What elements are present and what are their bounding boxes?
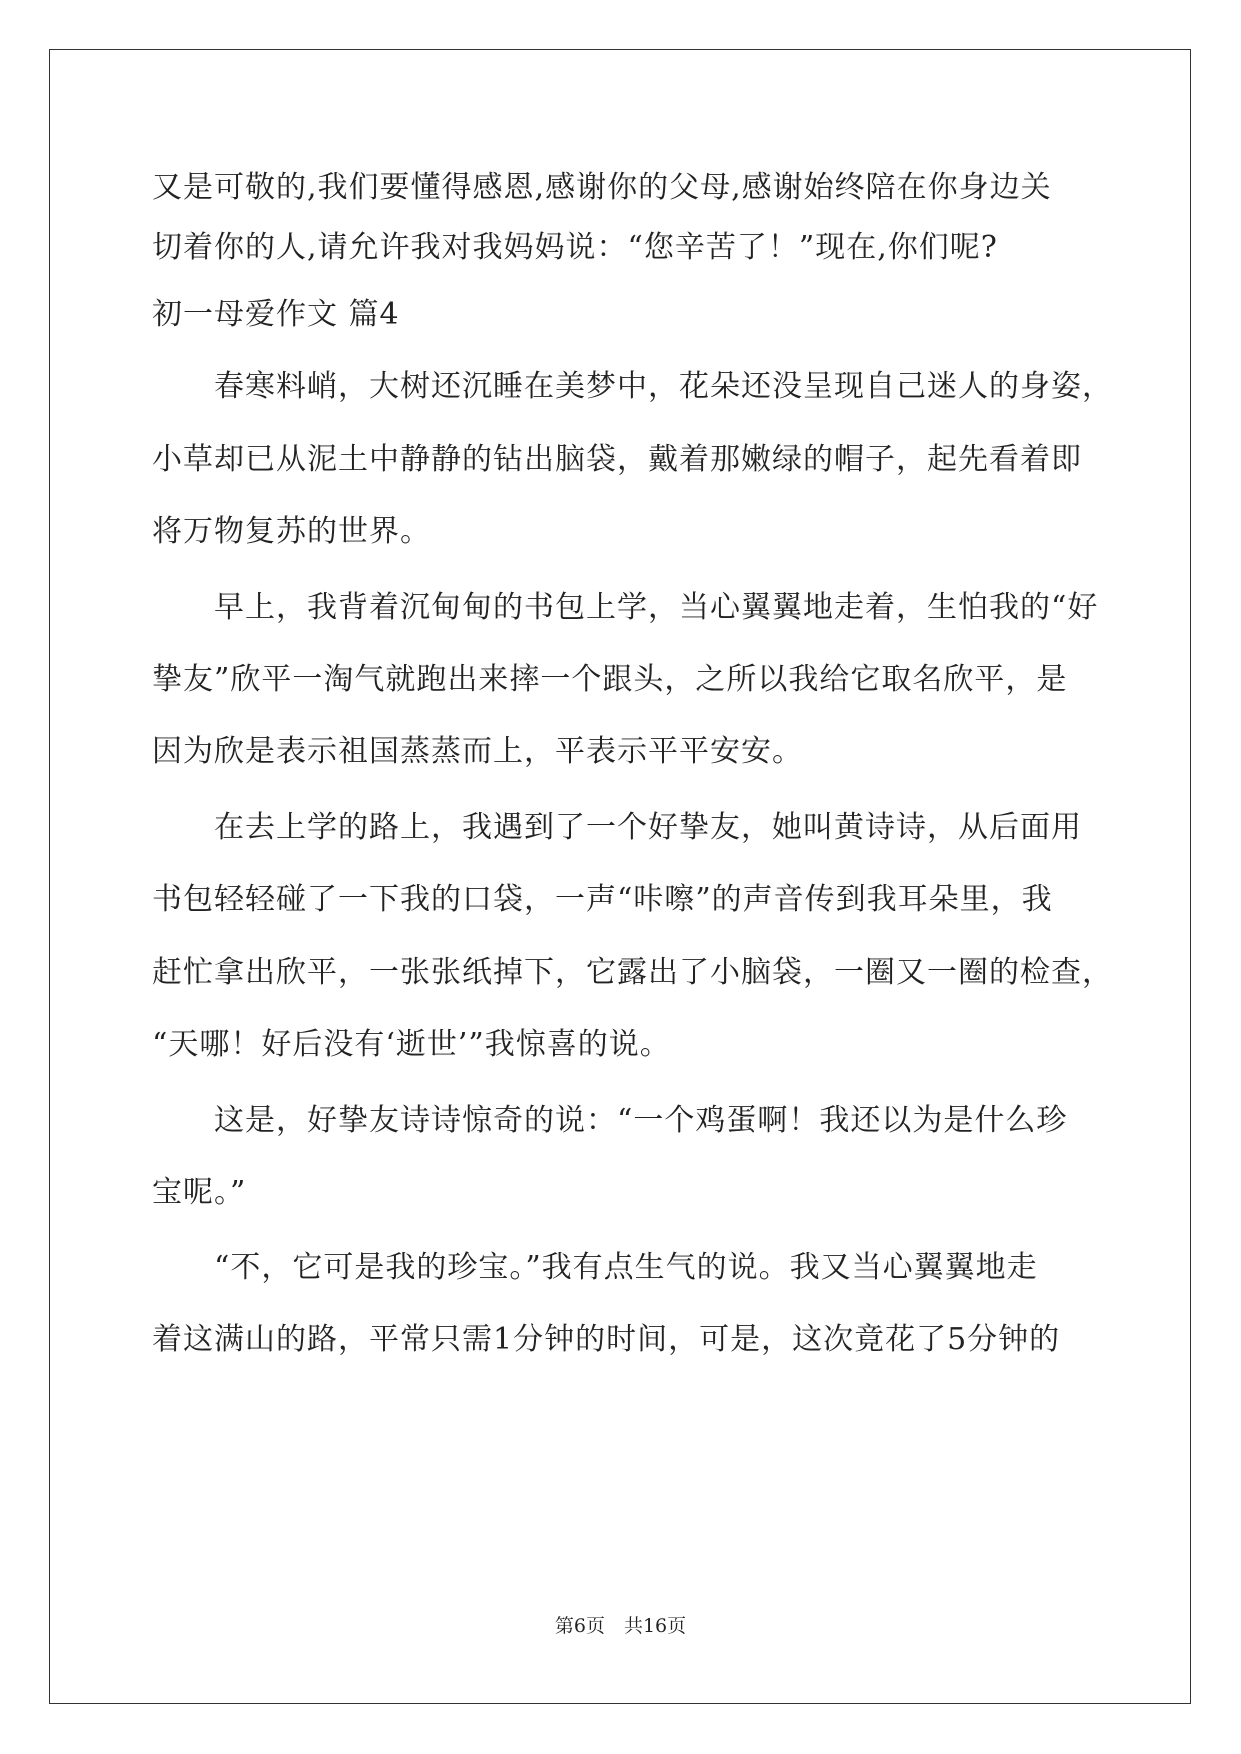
text-line: 在去上学的路上，我遇到了一个好挚友，她叫黄诗诗，从后面用 xyxy=(214,810,1082,845)
section-heading: 初一母爱作文 篇4 xyxy=(152,297,400,332)
text-line: 因为欣是表示祖国蒸蒸而上，平表示平平安安。 xyxy=(152,734,803,769)
text-line: “不，它可是我的珍宝。”我有点生气的说。我又当心翼翼地走 xyxy=(214,1250,1038,1285)
text-line: 又是可敬的,我们要懂得感恩,感谢你的父母,感谢始终陪在你身边关 xyxy=(152,170,1052,205)
text-line: 切着你的人,请允许我对我妈妈说：“您辛苦了！”现在,你们呢? xyxy=(152,230,998,265)
text-line: 书包轻轻碰了一下我的口袋，一声“咔嚓”的声音传到我耳朵里，我 xyxy=(152,882,1053,917)
text-line: 小草却已从泥土中静静的钻出脑袋，戴着那嫩绿的帽子，起先看着即 xyxy=(152,442,1082,477)
text-line: 着这满山的路，平常只需1分钟的时间，可是，这次竟花了5分钟的 xyxy=(152,1322,1061,1357)
text-line: “天哪！好后没有‘逝世’”我惊喜的说。 xyxy=(152,1027,671,1062)
text-line: 赶忙拿出欣平，一张张纸掉下，它露出了小脑袋，一圈又一圈的检查， xyxy=(152,955,1113,990)
text-line: 春寒料峭，大树还沉睡在美梦中，花朵还没呈现自己迷人的身姿， xyxy=(214,369,1113,404)
text-line: 宝呢。” xyxy=(152,1175,247,1210)
page-number-footer: 第6页 共16页 xyxy=(554,1615,687,1637)
text-line: 挚友”欣平一淘气就跑出来摔一个跟头，之所以我给它取名欣平，是 xyxy=(152,662,1068,697)
text-line: 早上，我背着沉甸甸的书包上学，当心翼翼地走着，生怕我的“好 xyxy=(214,590,1099,625)
text-line: 这是，好挚友诗诗惊奇的说：“一个鸡蛋啊！我还以为是什么珍 xyxy=(214,1103,1068,1138)
text-line: 将万物复苏的世界。 xyxy=(152,514,431,549)
